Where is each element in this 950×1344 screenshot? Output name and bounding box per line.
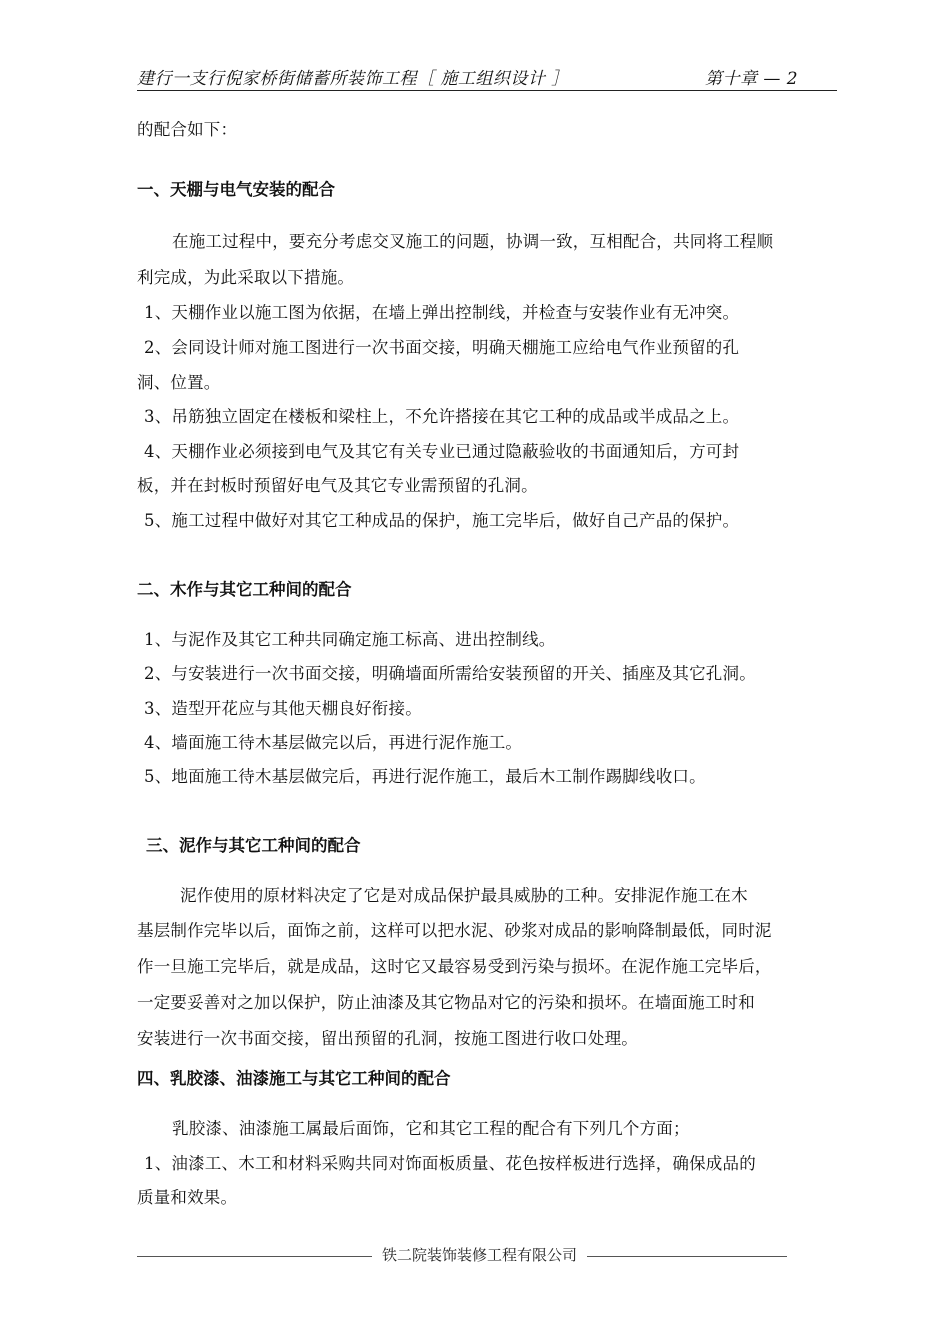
section-1-item-5: 5、施工过程中做好对其它工种成品的保护，施工完毕后，做好自己产品的保护。	[144, 511, 740, 530]
section-3-heading: 三、泥作与其它工种间的配合	[146, 836, 361, 855]
footer-rule-left	[137, 1256, 372, 1257]
section-1-item-2: 2、会同设计师对施工图进行一次书面交接，明确天棚施工应给电气作业预留的孔	[144, 338, 740, 357]
section-1-heading: 一、天棚与电气安装的配合	[137, 180, 335, 199]
section-4-item-1: 1、油漆工、木工和材料采购共同对饰面板质量、花色按样板进行选择，确保成品的	[144, 1154, 756, 1173]
section-4-item-1-cont: 质量和效果。	[137, 1188, 238, 1207]
section-1-item-4: 4、天棚作业必须接到电气及其它有关专业已通过隐蔽验收的书面通知后，方可封	[144, 442, 740, 461]
intro-text: 的配合如下：	[137, 120, 238, 139]
section-2-item-5: 5、地面施工待木基层做完后，再进行泥作施工，最后木工制作踢脚线收口。	[144, 767, 706, 786]
document-title: 建行一支行倪家桥街储蓄所装饰工程［ 施工组织设计 ］	[137, 69, 569, 89]
section-2-item-4: 4、墙面施工待木基层做完以后，再进行泥作施工。	[144, 733, 523, 752]
section-3-line-5: 安装进行一次书面交接，留出预留的孔洞，按施工图进行收口处理。	[137, 1029, 638, 1048]
footer-company: 铁二院装饰装修工程有限公司	[382, 1246, 578, 1264]
page-footer	[137, 1244, 837, 1266]
section-2-item-2: 2、与安装进行一次书面交接，明确墙面所需给安装预留的开关、插座及其它孔洞。	[144, 664, 756, 683]
section-1-line-2: 利完成，为此采取以下措施。	[137, 268, 355, 287]
section-3-line-3: 作一旦施工完毕后，就是成品，这时它又最容易受到污染与损坏。在泥作施工完毕后，	[137, 957, 772, 976]
section-4-heading: 四、乳胶漆、油漆施工与其它工种间的配合	[137, 1069, 451, 1088]
section-2-item-1: 1、与泥作及其它工种共同确定施工标高、进出控制线。	[144, 630, 556, 649]
section-1-item-4-cont: 板，并在封板时预留好电气及其它专业需预留的孔洞。	[137, 476, 538, 495]
section-1-line-1: 在施工过程中，要充分考虑交叉施工的问题，协调一致，互相配合，共同将工程顺	[172, 232, 774, 251]
chapter-page-number: 第十章 — 2	[705, 69, 799, 89]
section-1-item-1: 1、天棚作业以施工图为依据，在墙上弹出控制线，并检查与安装作业有无冲突。	[144, 303, 740, 322]
section-4-line-1: 乳胶漆、油漆施工属最后面饰，它和其它工程的配合有下列几个方面；	[172, 1119, 690, 1138]
section-1-item-2-cont: 洞、位置。	[137, 373, 221, 392]
section-3-line-4: 一定要妥善对之加以保护，防止油漆及其它物品对它的污染和损坏。在墙面施工时和	[137, 993, 755, 1012]
section-1-item-3: 3、吊筋独立固定在楼板和梁柱上，不允许搭接在其它工种的成品或半成品之上。	[144, 407, 740, 426]
page-header	[137, 64, 837, 91]
section-2-heading: 二、木作与其它工种间的配合	[137, 580, 352, 599]
section-3-line-1: 泥作使用的原材料决定了它是对成品保护最具威胁的工种。安排泥作施工在木	[180, 886, 748, 905]
section-2-item-3: 3、造型开花应与其他天棚良好衔接。	[144, 699, 422, 718]
section-3-line-2: 基层制作完毕以后，面饰之前，这样可以把水泥、砂浆对成品的影响降制最低，同时泥	[137, 921, 772, 940]
footer-rule-right	[587, 1256, 787, 1257]
